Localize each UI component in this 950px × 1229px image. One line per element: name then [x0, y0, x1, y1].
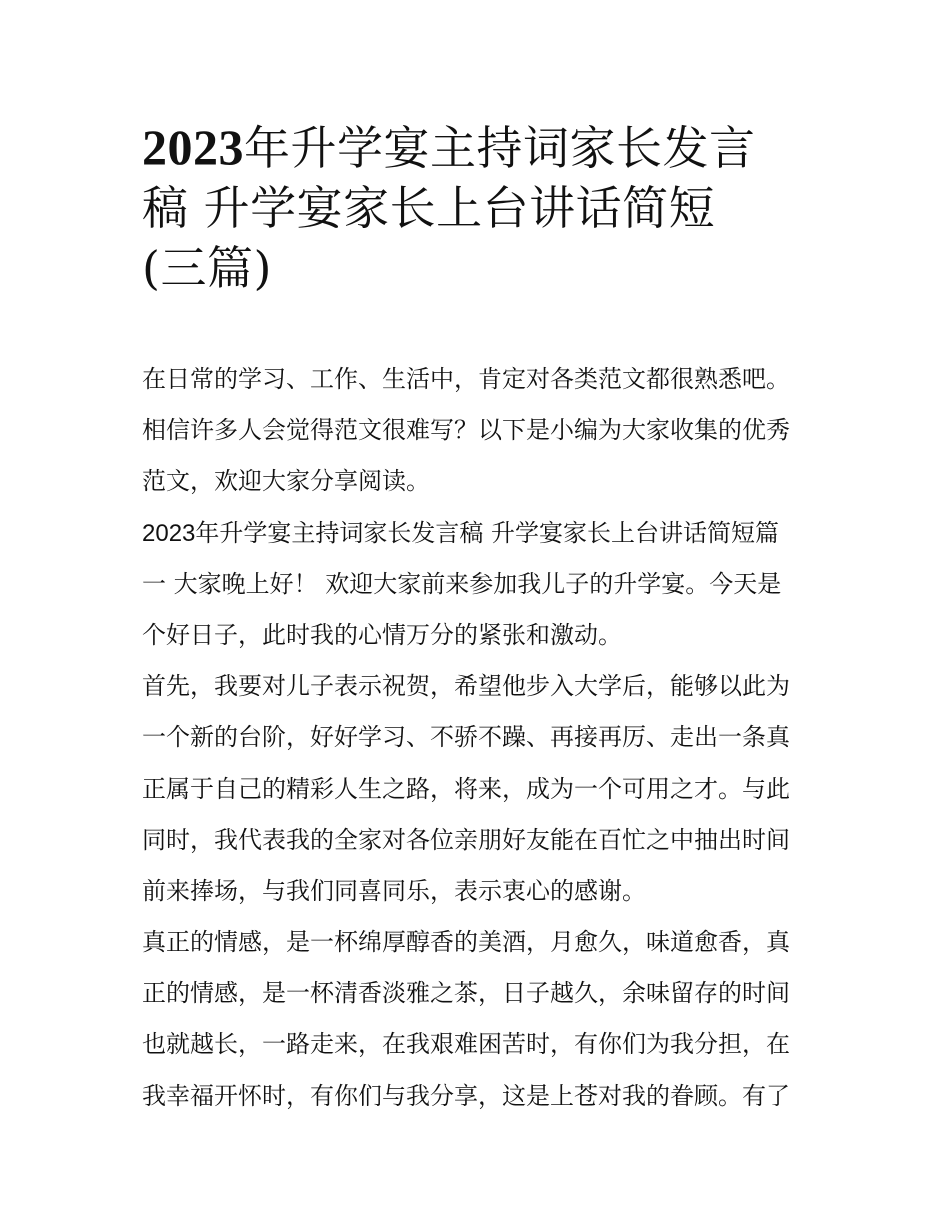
- title-line: 稿 升学宴家长上台讲话简短: [142, 181, 716, 235]
- body-line: 个好日子，此时我的心情万分的紧张和激动。: [142, 620, 622, 649]
- body-line: 也就越长，一路走来，在我艰难困苦时，有你们为我分担，在: [142, 1030, 790, 1059]
- title-line: (三篇): [142, 241, 272, 295]
- body-line: 一 大家晚上好！ 欢迎大家前来参加我儿子的升学宴。今天是: [142, 569, 782, 598]
- body-line-text: 年升学宴主持词家长发言稿 升学宴家长上台讲话简短篇: [195, 518, 780, 547]
- body-line: 范文，欢迎大家分享阅读。: [142, 467, 430, 496]
- body-line: 同时，我代表我的全家对各位亲朋好友能在百忙之中抽出时间: [142, 825, 790, 854]
- body-line: 在日常的学习、工作、生活中，肯定对各类范文都很熟悉吧。: [142, 365, 790, 393]
- body-line: 相信许多人会觉得范文很难写？以下是小编为大家收集的优秀: [142, 416, 790, 445]
- body-line: 我幸福开怀时，有你们与我分享，这是上苍对我的眷顾。有了: [142, 1081, 790, 1110]
- body-line: 一个新的台阶，好好学习、不骄不躁、再接再厉、走出一条真: [142, 723, 790, 752]
- title-line-1-text: 年升学宴主持词家长发言: [244, 121, 756, 175]
- body-line: [142, 508, 822, 559]
- body-line: 正属于自己的精彩人生之路，将来，成为一个可用之才。与此: [142, 774, 790, 803]
- title-year: 2023: [142, 119, 244, 175]
- body-line: 首先，我要对儿子表示祝贺，希望他步入大学后，能够以此为: [142, 672, 790, 701]
- document-title: [142, 117, 822, 298]
- body-line: 正的情感，是一杯清香淡雅之茶，日子越久，余味留存的时间: [142, 979, 790, 1008]
- body-year: 2023: [142, 519, 196, 547]
- title-line: [142, 117, 822, 178]
- document-body: [142, 354, 822, 1122]
- body-line: 真正的情感，是一杯绵厚醇香的美酒，月愈久，味道愈香，真: [142, 928, 790, 957]
- body-line: 前来捧场，与我们同喜同乐，表示衷心的感谢。: [142, 876, 646, 905]
